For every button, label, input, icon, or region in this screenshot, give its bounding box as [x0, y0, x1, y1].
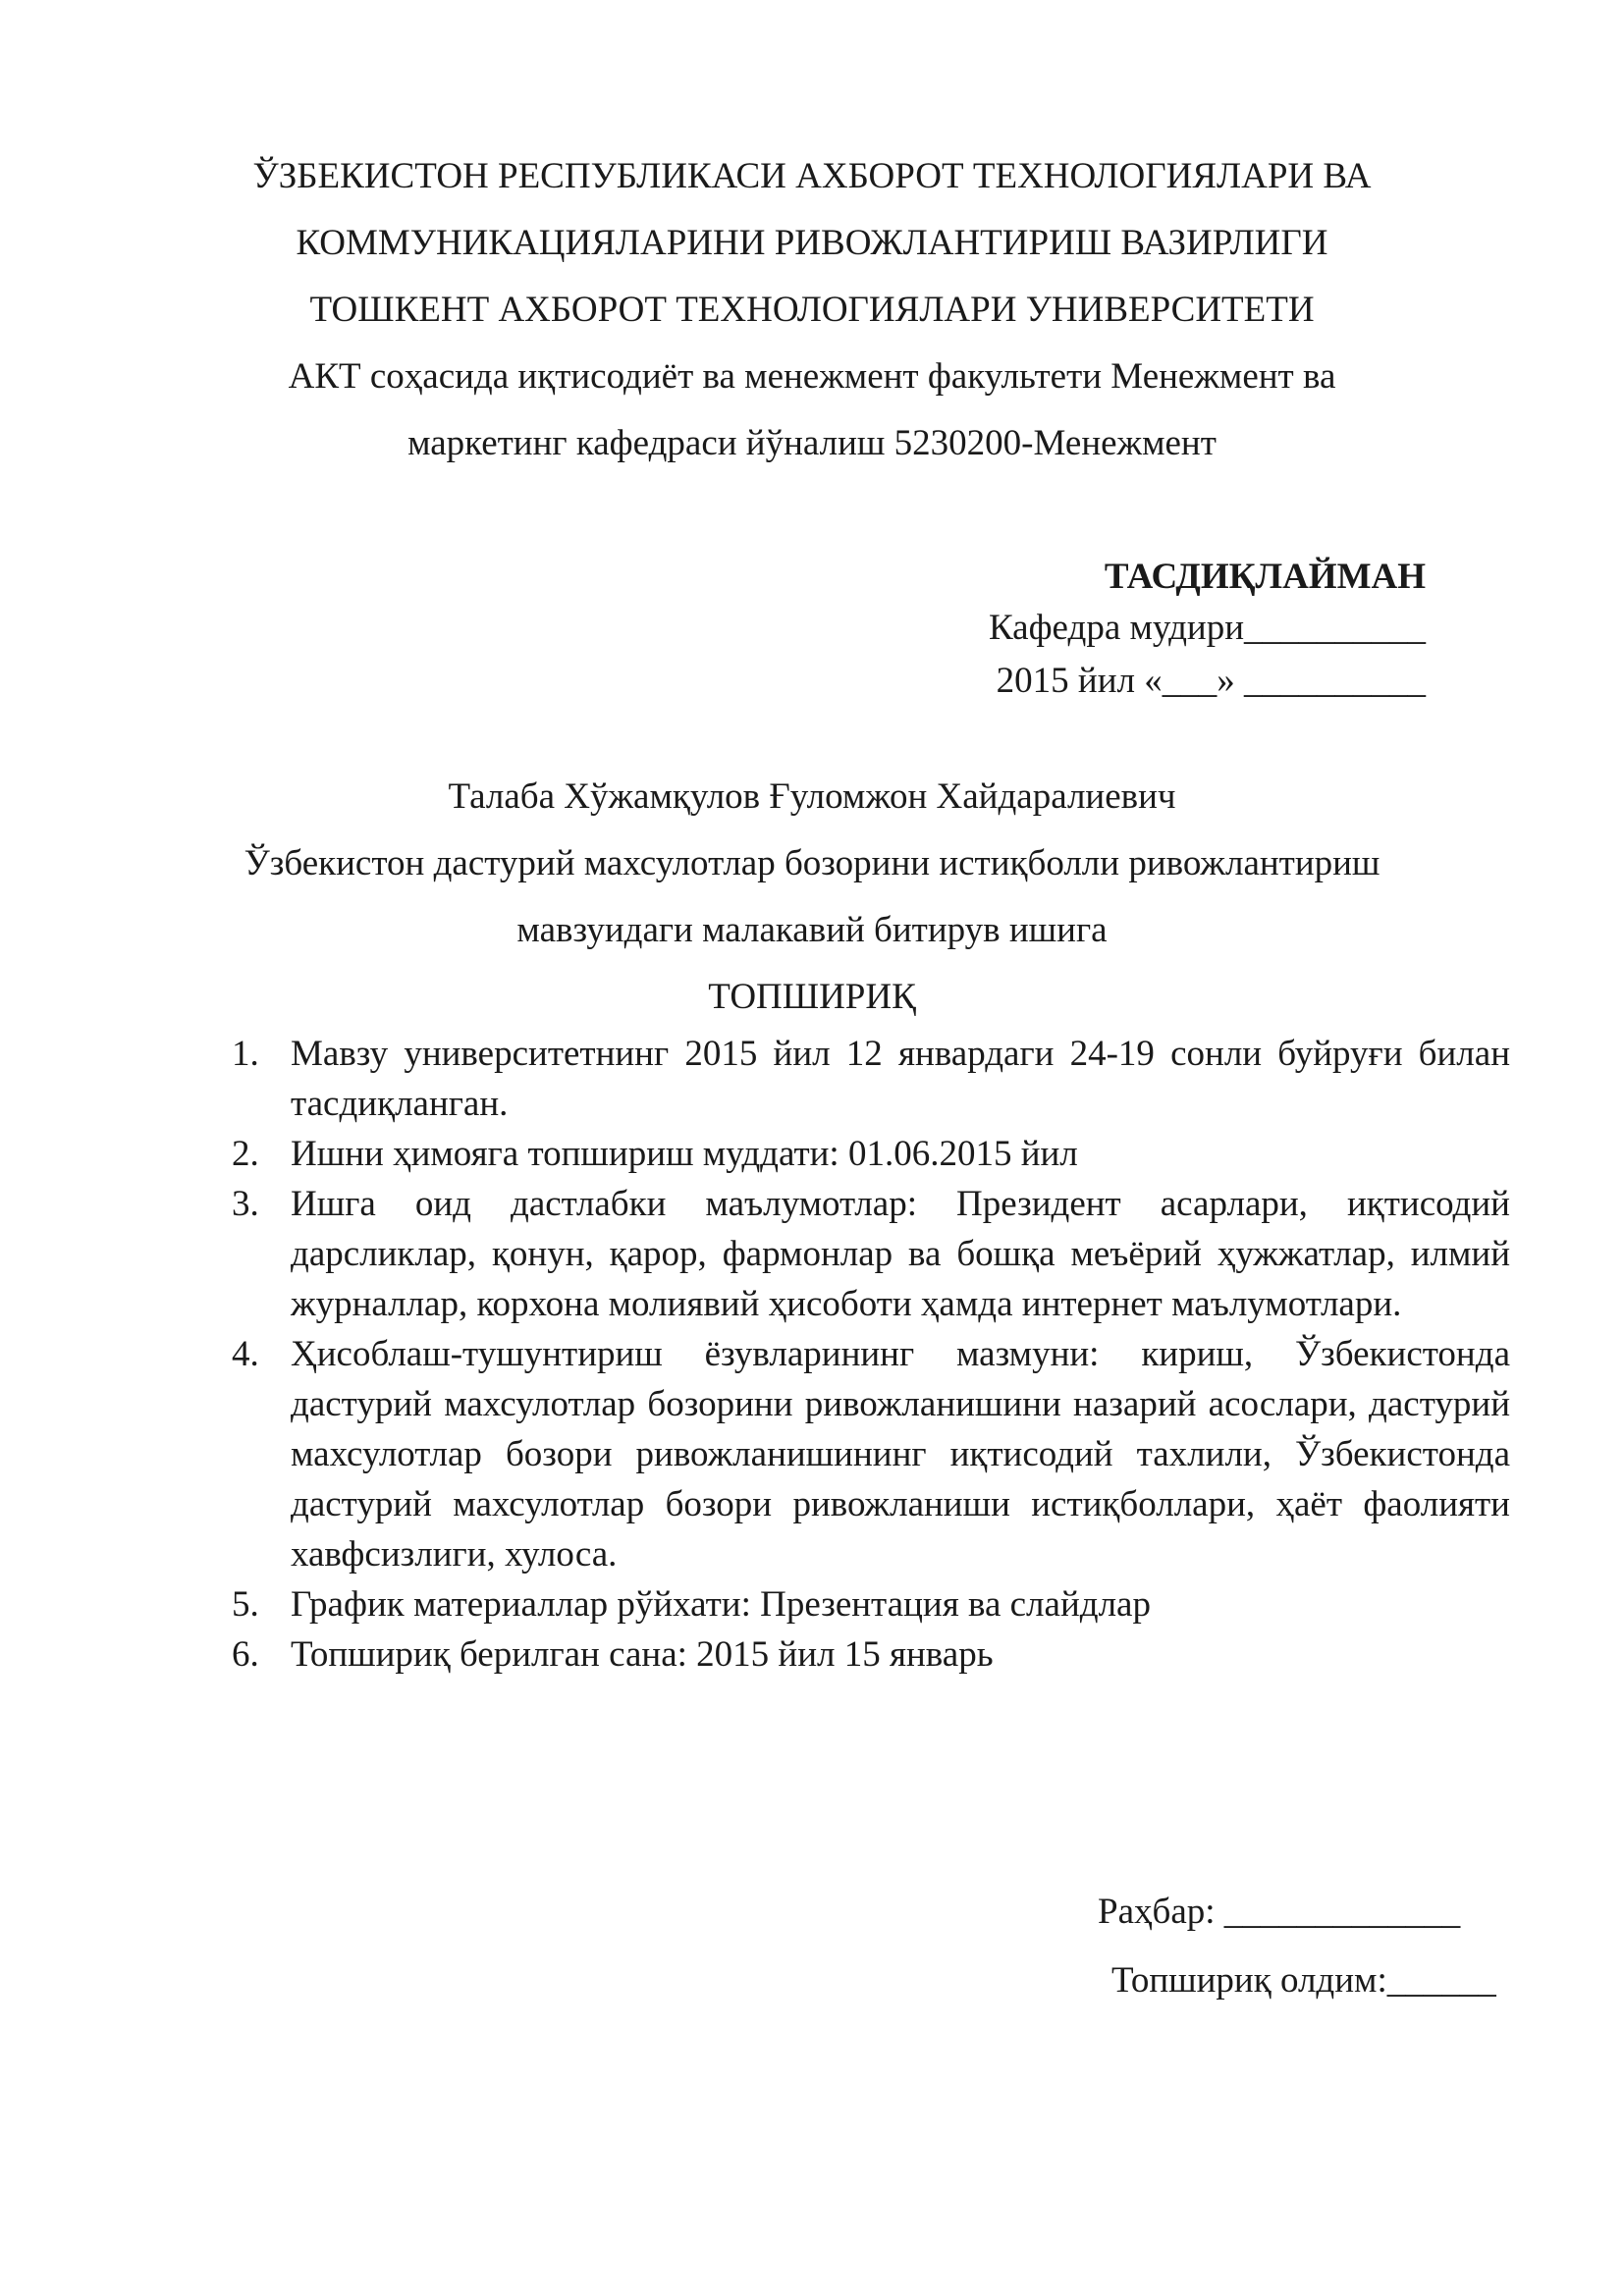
task-number: 5.	[232, 1584, 259, 1625]
task-text: Мавзу университетнинг 2015 йил 12 январдаги 24-19 сонли буйруғи билан тасдиқланган.	[291, 1034, 1510, 1124]
department-head-line: Кафедра мудири__________	[988, 608, 1426, 648]
topic-line-2: мавзуидаги малакавий битирув ишига	[516, 910, 1108, 950]
approval-title: ТАСДИҚЛАЙМАН	[1104, 557, 1426, 597]
header-line-1: ЎЗБЕКИСТОН РЕСПУБЛИКАСИ АХБОРОТ ТЕХНОЛОГИЯЛАРИ ВА	[252, 156, 1372, 196]
task-number: 4.	[232, 1334, 259, 1374]
task-number: 6.	[232, 1634, 259, 1675]
assignment-title: ТОПШИРИҚ	[708, 977, 916, 1017]
task-item	[232, 1029, 1510, 1129]
task-number: 1.	[232, 1034, 259, 1074]
task-text: Ишни ҳимояга топшириш муддати: 01.06.2015 йил	[291, 1134, 1078, 1174]
task-text: График материаллар рўйхати: Презентация ва слайдлар	[291, 1584, 1151, 1625]
faculty-line: АКТ соҳасида иқтисодиёт ва менежмент факультети Менежмент ва	[288, 356, 1336, 397]
department-line: маркетинг кафедраси йўналиш 5230200-Менежмент	[407, 423, 1217, 463]
task-text: Ҳисоблаш-тушунтириш ёзувларининг мазмуни: кириш, Ўзбекистонда дастурий махсулотлар бозорини ривожланишини назарий асослари, дастурий махсулотлар бозори ривожланишининг иқтисодий тахлили, Ўзбекистонда дастурий махсулотлар бозори ривожланиши истиқболлари, ҳаёт фаолияти хавфсизлиги, хулоса.	[291, 1334, 1510, 1575]
task-number: 2.	[232, 1134, 259, 1174]
task-item	[232, 1329, 1510, 1579]
task-text: Ишга оид дастлабки маълумотлар: Президент асарлари, иқтисодий дарсликлар, қонун, қарор, фармонлар ва бошқа меъёрий ҳужжатлар, илмий журналлар, корхона молиявий ҳисоботи ҳамда интернет маълумотлари.	[291, 1184, 1510, 1324]
task-text: Топшириқ берилган сана: 2015 йил 15 январь	[291, 1634, 994, 1675]
task-item	[232, 1129, 1510, 1179]
supervisor-signature-line: Раҳбар: _____________	[1098, 1892, 1461, 1932]
task-list	[232, 1029, 1510, 1680]
header-line-2: КОММУНИКАЦИЯЛАРИНИ РИВОЖЛАНТИРИШ ВАЗИРЛИГИ	[296, 223, 1328, 263]
task-item	[232, 1579, 1510, 1629]
approval-date-line: 2015 йил «___» __________	[996, 661, 1426, 701]
topic-line-1: Ўзбекистон дастурий махсулотлар бозорини истиқболли ривожлантириш	[244, 843, 1380, 883]
header-line-3: ТОШКЕНТ АХБОРОТ ТЕХНОЛОГИЯЛАРИ УНИВЕРСИТЕТИ	[309, 290, 1315, 330]
task-item	[232, 1179, 1510, 1329]
received-signature-line: Топшириқ олдим:______	[1111, 1960, 1496, 2001]
student-line: Талаба Хўжамқулов Ғуломжон Хайдаралиевич	[448, 776, 1176, 817]
task-number: 3.	[232, 1184, 259, 1224]
task-item	[232, 1629, 1510, 1680]
